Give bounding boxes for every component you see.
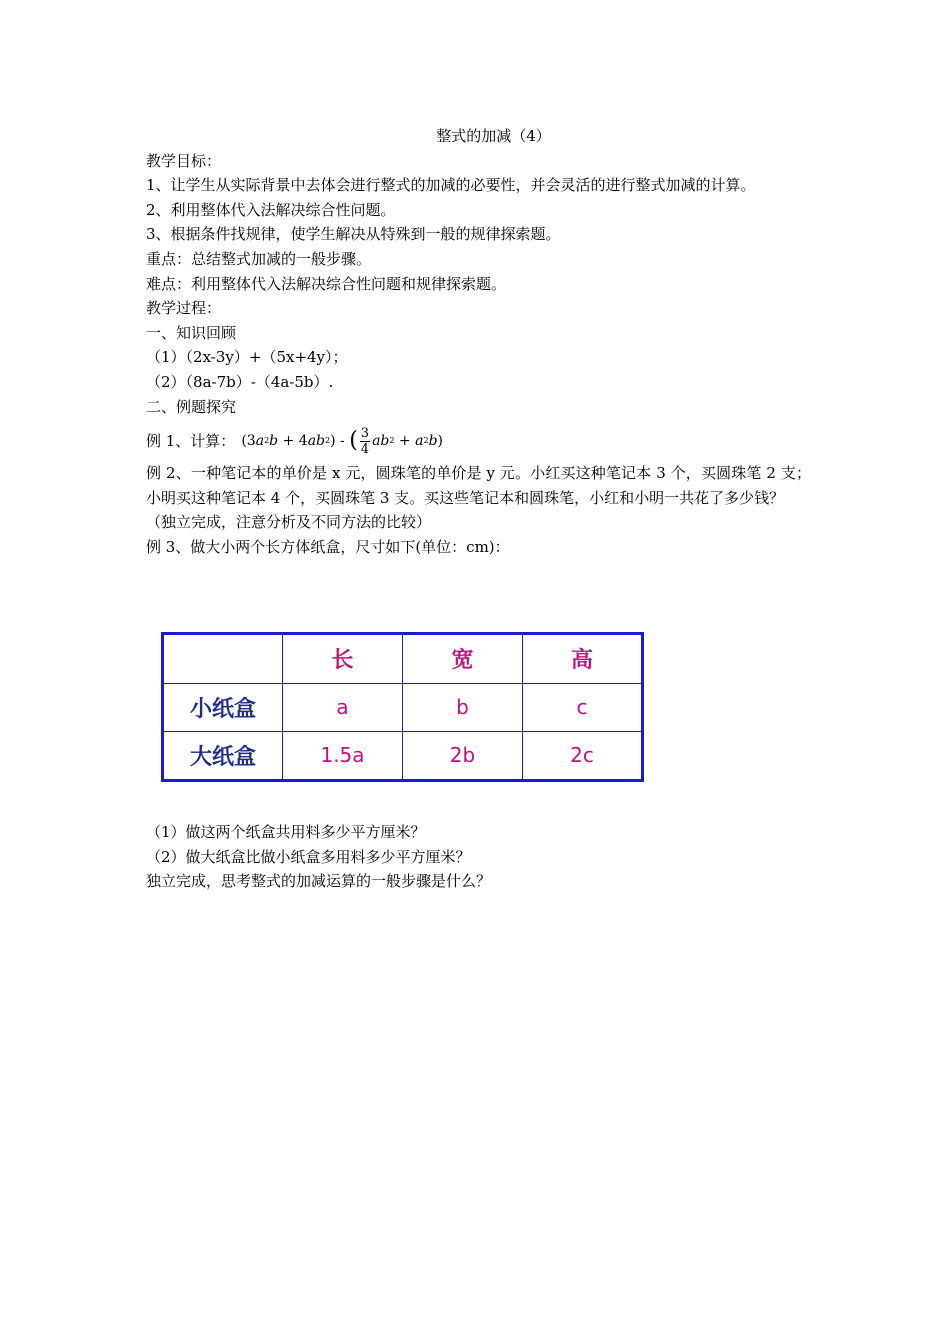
formula-term: a	[255, 432, 265, 449]
formula-exponent: 2	[264, 435, 270, 445]
example-3: 例 3、做大小两个长方体纸盒，尺寸如下(单位：cm)：	[146, 537, 510, 556]
document-body	[146, 124, 811, 560]
questions-section	[146, 820, 811, 894]
question-item: （1）做这两个纸盒共用料多少平方厘米？	[146, 823, 426, 841]
difficulty: 难点：利用整体代入法解决综合性问题和规律探索题。	[146, 274, 507, 293]
section-heading-review: 一、知识回顾	[146, 323, 237, 342]
formula-operator: ) -	[330, 432, 350, 449]
formula-fraction	[360, 426, 370, 457]
formula-term: b	[428, 432, 438, 449]
goal-item: 1、让学生从实际背景中去体会进行整式的加减的必要性，并会灵活的进行整式加减的计算。	[146, 176, 756, 195]
table-row-label: 小纸盒	[163, 683, 283, 731]
table-row	[163, 683, 643, 731]
formula-paren: )	[437, 432, 443, 449]
fraction-numerator: 3	[360, 425, 370, 441]
table-row	[163, 731, 643, 781]
example-2-note: （独立完成，注意分析及不同方法的比较）	[146, 513, 432, 532]
formula-term: a	[415, 432, 424, 449]
formula-exponent: 2	[389, 435, 395, 445]
page-title: 整式的加减（4）	[436, 127, 551, 145]
table-cell: 2b	[403, 731, 523, 781]
table-header-cell: 长	[283, 634, 403, 684]
dimensions-table	[161, 632, 644, 782]
table-cell: 2c	[523, 731, 643, 781]
review-item: （2）（8a-7b）-（4a-5b）.	[146, 372, 334, 391]
table-header-cell: 宽	[403, 634, 523, 684]
box-dimensions-table	[161, 632, 644, 782]
formula-paren: (	[241, 432, 247, 449]
table-header-cell: 高	[523, 634, 643, 684]
table-row-label: 大纸盒	[163, 731, 283, 781]
fraction-denominator: 4	[360, 441, 370, 457]
table-header-row	[163, 634, 643, 684]
formula-term: ab	[307, 432, 325, 449]
formula-term: 4	[298, 432, 308, 449]
process-heading: 教学过程：	[146, 299, 222, 318]
table-cell: b	[403, 683, 523, 731]
review-item: （1）（2x-3y）+（5x+4y）；	[146, 348, 348, 367]
example-1-formula	[241, 426, 443, 457]
question-item: （2）做大纸盒比做小纸盒多用料多少平方厘米？	[146, 847, 471, 866]
goal-item: 2、利用整体代入法解决综合性问题。	[146, 200, 396, 219]
key-point: 重点：总结整式加减的一般步骤。	[146, 249, 372, 268]
table-header-cell	[163, 634, 283, 684]
table-cell: c	[523, 683, 643, 731]
formula-term: 3	[246, 432, 256, 449]
example-2: 例 2、一种笔记本的单价是 x 元，圆珠笔的单价是 y 元。小红买这种笔记本 3 个，买圆珠笔 2 支；小明买这种笔记本 4 个，买圆珠笔 3 支。买这些笔记本和圆珠笔，小红和小明一共花了多少钱？	[146, 464, 811, 507]
table-cell: 1.5a	[283, 731, 403, 781]
section-heading-examples: 二、例题探究	[146, 397, 237, 416]
closing-note: 独立完成，思考整式的加减运算的一般步骤是什么？	[146, 872, 492, 891]
formula-exponent: 2	[423, 435, 429, 445]
example-1-label: 例 1、计算：	[146, 431, 236, 450]
example-1	[146, 423, 811, 459]
goal-item: 3、根据条件找规律，使学生解决从特殊到一般的规律探索题。	[146, 225, 561, 244]
formula-exponent: 2	[325, 435, 331, 445]
formula-operator: +	[278, 432, 299, 449]
formula-paren: (	[349, 428, 358, 454]
formula-operator: +	[394, 432, 416, 449]
table-cell: a	[283, 683, 403, 731]
goals-heading: 教学目标：	[146, 151, 222, 170]
formula-term: ab	[372, 432, 390, 449]
formula-term: b	[269, 432, 279, 449]
